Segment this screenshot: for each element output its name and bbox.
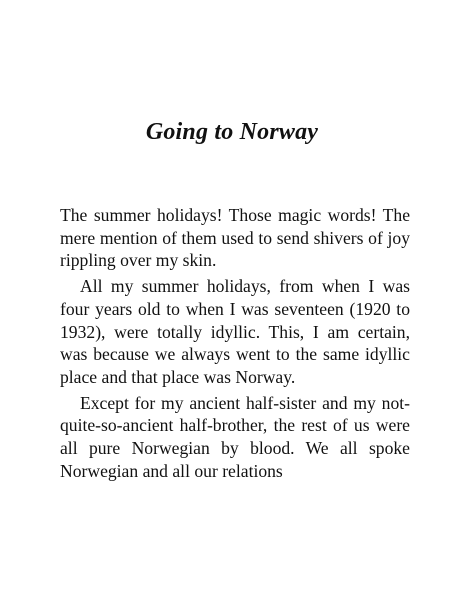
chapter-body	[60, 204, 410, 482]
paragraph-1: The summer holidays! Those magic words! The mere mention of them used to send shivers of joy rippling over my skin.	[60, 205, 410, 271]
paragraph-2: All my summer holidays, from when I was four years old to when I was seventeen (1920 to 1932), were totally idyllic. This, I am certain, was because we always went to the same idyllic place and that place was Norway.	[60, 276, 410, 387]
paragraph-3: Except for my ancient half-sister and my not-quite-so-ancient half-brother, the rest of us were all pure Norwegian by blood. We all spoke Norwegian and all our relations	[60, 392, 410, 481]
chapter-title: Going to Norway	[145, 119, 319, 145]
